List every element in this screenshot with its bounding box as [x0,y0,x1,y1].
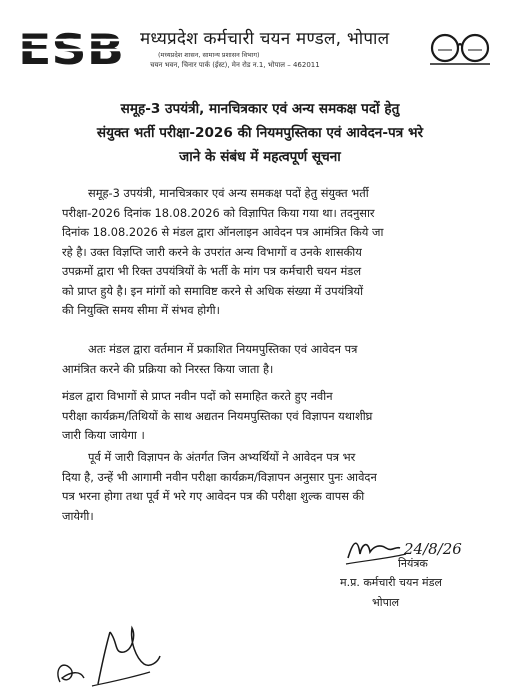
handwritten-initials [40,612,180,692]
title-line: संयुक्त भर्ती परीक्षा-2026 की नियमपुस्तिका एवं आवेदन-पत्र भरे [96,125,424,141]
text-line: दिया है, उन्हें भी आगामी नवीन परीक्षा कार्यक्रम/विज्ञापन अनुसार पुनः आवेदन [62,469,377,484]
text-line: जायेगी। [62,508,94,523]
paragraph-2 [62,340,462,379]
esb-logo [18,28,128,68]
text-line: की नियुक्ति समय सीमा में संभव होगी। [62,303,220,317]
text-line: दिनांक 18.08.2026 से मंडल द्वारा ऑनलाइन आवेदन पत्र आमंत्रित किये जा [62,225,384,239]
title-line: जाने के संबंध में महत्वपूर्ण सूचना [179,149,341,165]
esb-logo-text: ESB [18,28,124,68]
paragraph-4 [62,448,462,526]
text-line: को प्राप्त हुये है। इन मांगों को समाविष्ट करने से अधिक संख्या में उपयंत्रियों [62,283,364,298]
paragraph-1 [62,184,462,321]
signature-date: 24/8/26 [404,540,462,558]
title-line: समूह-3 उपयंत्री, मानचित्रकार एवं अन्य समकक्ष पदों हेतु [120,101,400,117]
signatory-designation: नियंत्रक [398,557,428,570]
text-line: उपक्रमों द्वारा भी रिक्त उपयंत्रियों के भर्ती के मांग पत्र कर्मचारी चयन मंडल [62,264,362,278]
text-line: मंडल द्वारा विभागों से प्राप्त नवीन पदों को समाहित करते हुए नवीन [62,389,333,403]
text-line: परीक्षा-2026 दिनांक 18.08.2026 को विज्ञापित किया गया था। तदनुसार [62,205,375,220]
signatory-place: भोपाल [372,596,400,609]
text-line: रहे है। उक्त विज्ञप्ति जारी करने के उपरांत अन्य विभागों व उनके शासकीय [62,244,362,259]
organization-name: मध्यप्रदेश कर्मचारी चयन मण्डल, भोपाल [140,29,390,49]
text-line: अतः मंडल द्वारा वर्तमान में प्रकाशित नियमपुस्तिका एवं आवेदन पत्र [88,342,358,356]
text-line: पूर्व में जारी विज्ञापन के अंतर्गत जिन अभ्यर्थियों ने आवेदन पत्र भर [88,450,356,464]
spectacles-emblem-icon [428,28,492,68]
organization-subtitle: (मध्यप्रदेश शासन, सामान्य प्रशासन विभाग) [158,51,260,59]
organization-address: चयन भवन, चिनार पार्क (ईस्ट), मेन रोड न.1, भोपाल – 462011 [150,61,320,69]
text-line: आमंत्रित करने की प्रक्रिया को निरस्त किया जाता है। [62,361,274,376]
paragraph-3 [62,387,462,446]
letterhead [0,0,511,80]
text-line: जारी किया जायेगा । [62,428,145,442]
text-line: परीक्षा कार्यक्रम/तिथियों के साथ अद्यतन नियमपुस्तिका एवं विज्ञापन यथाशीघ्र [62,408,373,423]
signatory-organization: म.प्र. कर्मचारी चयन मंडल [340,576,442,589]
text-line: पत्र भरना होगा तथा पूर्व में भरे गए आवेदन पत्र की परीक्षा शुल्क वापस की [62,489,365,503]
notice-title [40,97,480,169]
text-line: समूह-3 उपयंत्री, मानचित्रकार एवं अन्य समकक्ष पदों हेतु संयुक्त भर्ती [88,186,369,200]
